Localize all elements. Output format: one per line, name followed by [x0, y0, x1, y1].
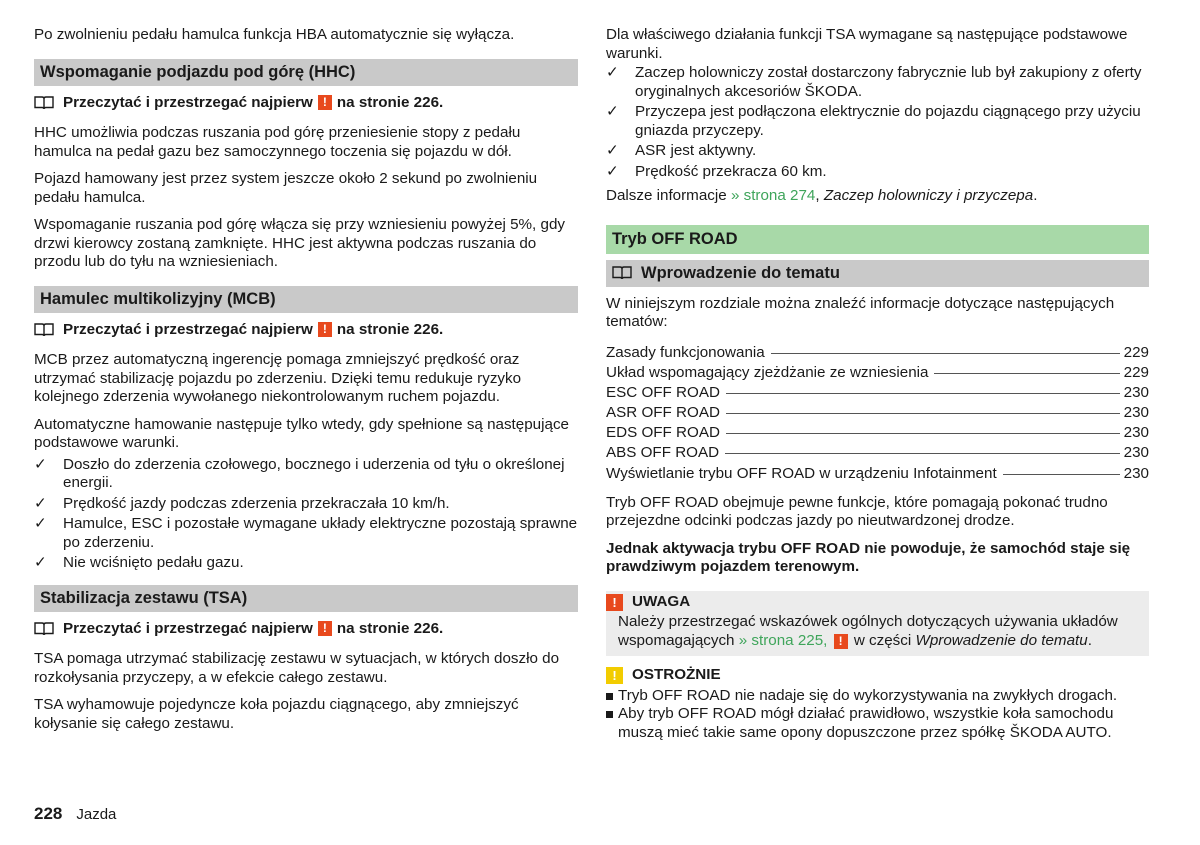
check-icon: ✓ [34, 455, 47, 473]
offroad-paragraph: Tryb OFF ROAD obejmuje pewne funkcje, które pomagają pokonać trudno przejezdne odcinki podczas jazdy po nieutwardzonej drodze. [606, 493, 1108, 530]
tsa-conditions-list [606, 64, 1149, 181]
mcb-paragraph-2: Automatyczne hamowanie następuje tylko wtedy, gdy spełnione są następujące podstawowe warunki. [34, 415, 569, 451]
check-icon: ✓ [34, 554, 47, 571]
read-reference-hhc [34, 94, 578, 113]
read-reference-tsa [34, 620, 578, 639]
page-number: 228 [34, 804, 63, 823]
mcb-paragraph-1: MCB przez automatyczną ingerencję pomaga zmniejszyć prędkość oraz utrzymać stabilizację pojazdu po zderzeniu. Dzięki temu redukuje ryzyko kolejnego zderzenia wywołanego niekontrolowanym ruchem pojazdu. [34, 351, 522, 405]
list-item: ✓ Prędkość przekracza 60 km. [606, 162, 827, 180]
section-title-tsa: Stabilizacja zestawu (TSA) [34, 585, 578, 612]
toc-entry[interactable]: Zasady funkcjonowania 229 [606, 343, 1149, 361]
check-icon: ✓ [34, 515, 47, 532]
list-item: ✓ Prędkość jazdy podczas zderzenia przekraczała 10 km/h. [34, 494, 450, 512]
mcb-conditions-list [34, 456, 578, 573]
book-icon [34, 96, 54, 110]
warning-icon: ! [834, 634, 848, 649]
intro-text: W niniejszym rozdziale można znaleźć informacje dotyczące następujących tematów: [606, 294, 1115, 330]
hhc-paragraph-1: HHC umożliwia podczas ruszania pod górę przeniesienie stopy z pedału hamulca na pedał gazu bez samoczynnego toczenia się pojazdu w dół. [34, 124, 521, 160]
toc-entry[interactable]: ABS OFF ROAD 230 [606, 444, 1149, 462]
warning-link[interactable]: » strona 225, [738, 631, 828, 649]
warning-icon: ! [606, 594, 623, 611]
book-icon [34, 622, 54, 636]
warning-text: Należy przestrzegać wskazówek ogólnych dotyczących używania układów wspomagających » strona 225, ! w części Wprowadzenie do tematu. [618, 613, 1118, 649]
offroad-bold-note: Jednak aktywacja trybu OFF ROAD nie powoduje, że samochód staje się prawdziwym pojazdem terenowym. [606, 539, 1131, 576]
caution-box [606, 666, 1149, 742]
caution-list [606, 687, 1149, 743]
list-item: ✓ Doszło do zderzenia czołowego, bocznego i uderzenia od tyłu o określonej energii. [34, 455, 565, 491]
tsa-conditions-intro: Dla właściwego działania funkcji TSA wymagane są następujące podstawowe warunki. [606, 26, 1128, 62]
read-reference-page: na stronie 226. [336, 320, 444, 338]
check-icon: ✓ [606, 142, 619, 159]
list-item: Tryb OFF ROAD nie nadaje się do wykorzystywania na zwykłych drogach. [606, 687, 1149, 706]
list-item: ✓ Nie wciśnięto pedału gazu. [34, 554, 244, 571]
tsa-paragraph-2: TSA wyhamowuje pojedyncze koła pojazdu ciągnącego, aby zmniejszyć kołysanie się całego zestawu. [34, 696, 519, 732]
toc-entry[interactable]: Wyświetlanie trybu OFF ROAD w urządzeniu Infotainment 230 [606, 464, 1149, 482]
page-footer [34, 805, 116, 825]
list-item: ✓ ASR jest aktywny. [606, 142, 757, 159]
warning-box [606, 591, 1149, 657]
hhc-paragraph-3: Wspomaganie ruszania pod górę włącza się przy wzniesieniu powyżej 5%, gdy drzwi kierowcy zostaną zamknięte. HHC jest aktywna podczas ruszania do przodu lub do tyłu na wzniesieniach. [34, 216, 565, 270]
check-icon: ✓ [606, 162, 619, 180]
more-info-link[interactable]: » strona 274 [730, 187, 816, 204]
warning-icon: ! [318, 322, 332, 337]
book-icon [34, 323, 54, 337]
read-reference-text: Przeczytać i przestrzegać najpierw [63, 320, 313, 338]
section-title-offroad: Tryb OFF ROAD [606, 225, 1149, 254]
left-column [34, 26, 578, 742]
list-item: Aby tryb OFF ROAD mógł działać prawidłowo, wszystkie koła samochodu muszą mieć takie same opony dopuszczone przez spółkę ŠKODA AUTO. [606, 705, 1149, 742]
caution-title: ! OSTROŻNIE [606, 666, 1149, 685]
read-reference-text: Przeczytać i przestrzegać najpierw [63, 619, 313, 637]
read-reference-mcb [34, 321, 578, 340]
chapter-name: Jazda [76, 806, 117, 823]
caution-icon: ! [606, 667, 623, 684]
toc-entry[interactable]: ASR OFF ROAD 230 [606, 404, 1149, 422]
read-reference-page: na stronie 226. [336, 93, 444, 111]
section-title-mcb: Hamulec multikolizyjny (MCB) [34, 286, 578, 313]
more-info: Dalsze informacje » strona 274, Zaczep holowniczy i przyczepa. [606, 187, 1038, 204]
toc-entry[interactable]: ESC OFF ROAD 230 [606, 383, 1149, 401]
list-item: ✓ Przyczepa jest podłączona elektrycznie do pojazdu ciągnącego przy użyciu gniazda przyczepy. [606, 103, 1141, 139]
list-item: ✓ Hamulce, ESC i pozostałe wymagane układy elektryczne pozostają sprawne po zderzeniu. [34, 515, 578, 551]
toc-entry[interactable]: Układ wspomagający zjeżdżanie ze wzniesienia 229 [606, 363, 1149, 381]
list-item: ✓ Zaczep holowniczy został dostarczony fabrycznie lub był zakupiony z oferty oryginalnych akcesoriów ŠKODA. [606, 64, 1142, 100]
read-reference-page: na stronie 226. [336, 619, 444, 637]
check-icon: ✓ [606, 103, 619, 120]
check-icon: ✓ [34, 494, 47, 512]
hhc-paragraph-2: Pojazd hamowany jest przez system jeszcze około 2 sekund po zwolnieniu pedału hamulca. [34, 170, 538, 206]
table-of-contents [606, 344, 1149, 485]
read-reference-text: Przeczytać i przestrzegać najpierw [63, 93, 313, 111]
section-title-hhc: Wspomaganie podjazdu pod górę (HHC) [34, 59, 578, 86]
tsa-paragraph-1: TSA pomaga utrzymać stabilizację zestawu w sytuacjach, w których doszło do rozkołysania przyczepy, a w efekcie całego zestawu. [34, 650, 560, 686]
subsection-title-intro: Wprowadzenie do tematu [606, 260, 1149, 287]
warning-icon: ! [318, 95, 332, 110]
hba-intro: Po zwolnieniu pedału hamulca funkcja HBA automatycznie się wyłącza. [34, 26, 515, 43]
right-column [606, 26, 1149, 742]
toc-entry[interactable]: EDS OFF ROAD 230 [606, 424, 1149, 442]
warning-icon: ! [318, 621, 332, 636]
book-icon [612, 266, 632, 280]
check-icon: ✓ [606, 64, 619, 81]
warning-title: ! UWAGA [606, 593, 1137, 612]
